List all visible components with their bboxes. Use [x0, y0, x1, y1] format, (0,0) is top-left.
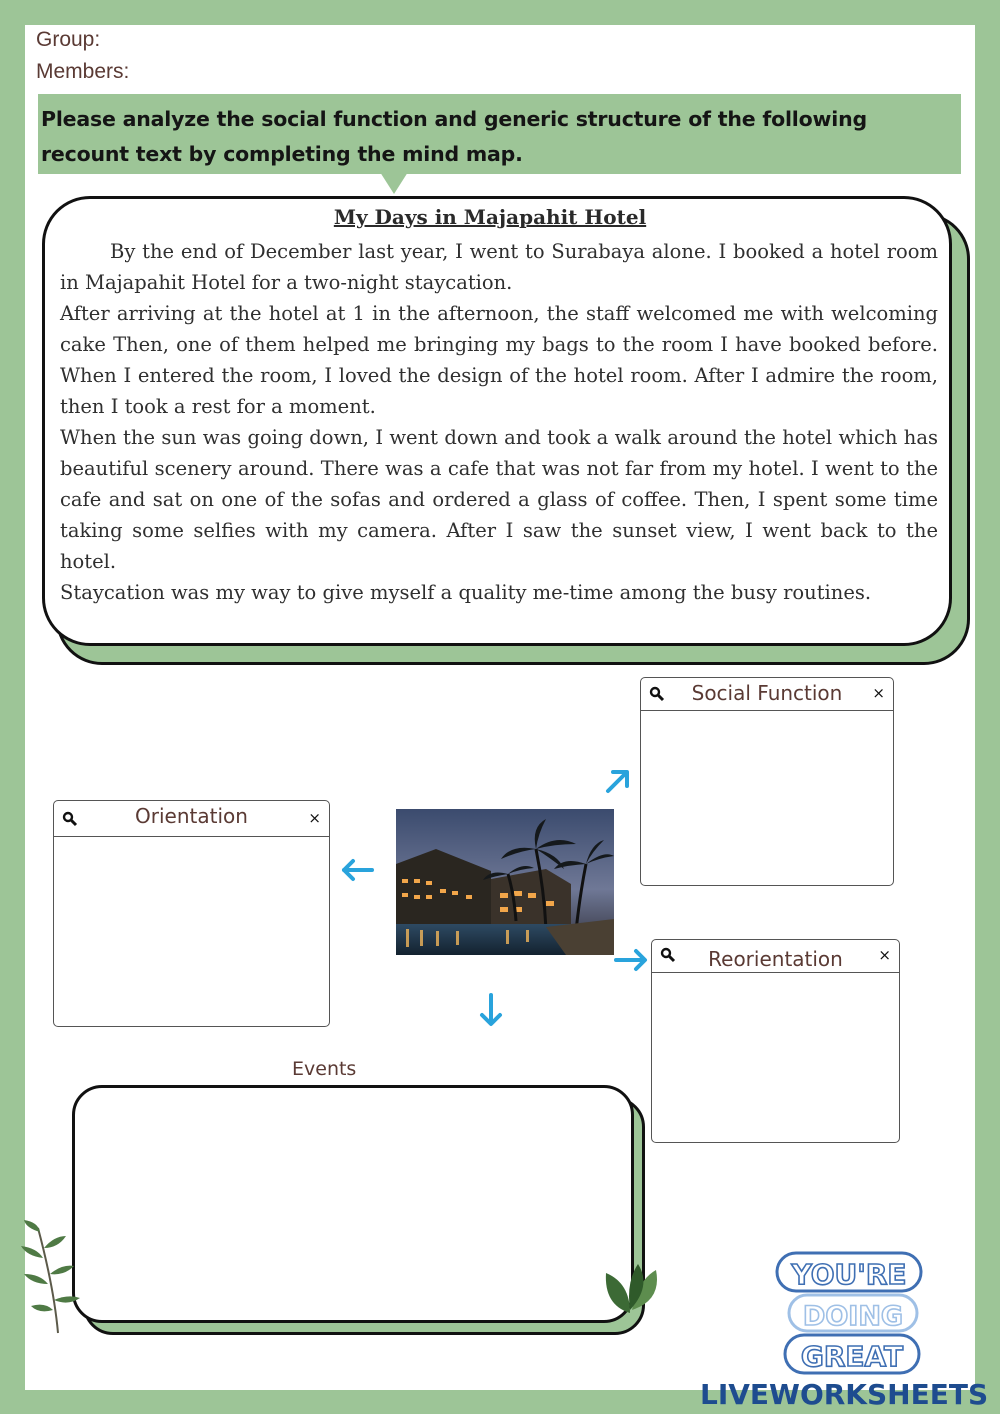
story-paragraph: After arriving at the hotel at 1 in the afternoon, the staff welcomed me with welcoming cake Then, one of them helped me bringing my bags to the room I have booked before. When I entered the room, I loved the design of the hotel room. After I admire the room, then I took a rest for a moment. — [60, 302, 938, 418]
social-function-title: Social Function — [691, 681, 843, 705]
hotel-photo — [396, 809, 614, 955]
encouragement-badge — [775, 1250, 925, 1378]
arrow-icon — [477, 991, 505, 1031]
instruction-banner: Please analyze the social function and generic structure of the following recount text by completing the mind map. — [38, 94, 961, 174]
reorientation-title: Reorientation — [708, 947, 843, 971]
arrow-icon — [603, 766, 633, 796]
close-icon[interactable]: × — [878, 946, 891, 964]
badge-line-3: GREAT — [800, 1340, 904, 1373]
story-paragraph: When the sun was going down, I went down and took a walk around the hotel which has beautiful scenery around. There was a cafe that was not far from my hotel. I went to the cafe and sat on one of the sofas and ordered a glass of coffee. Then, I spent some time taking some selfies with my camera. After I saw the sunset view, I went back to the hotel. — [60, 426, 938, 573]
arrow-icon — [612, 946, 652, 974]
members-label: Members: — [36, 60, 130, 83]
close-icon[interactable]: × — [308, 809, 321, 827]
orientation-title: Orientation — [135, 804, 248, 828]
hotel-photo-image — [396, 809, 614, 955]
social-function-header — [641, 678, 893, 711]
story-paragraph: Staycation was my way to give myself a quality me-time among the busy routines. — [60, 581, 872, 604]
events-box[interactable] — [72, 1085, 634, 1323]
orientation-box[interactable] — [53, 800, 330, 1027]
reorientation-header — [652, 940, 899, 973]
search-icon — [660, 947, 676, 963]
leaf-icon — [18, 1218, 98, 1338]
story-title: My Days in Majapahit Hotel — [333, 205, 647, 229]
search-icon — [649, 686, 665, 702]
story-paragraph: By the end of December last year, I went to Surabaya alone. I booked a hotel room in Majapahit Hotel for a two-night staycation. — [60, 240, 938, 294]
search-icon — [62, 811, 78, 827]
orientation-header — [54, 801, 329, 837]
badge-line-1: YOU'RE — [791, 1258, 907, 1291]
events-label: Events — [292, 1058, 357, 1080]
story-body — [60, 236, 938, 608]
liveworksheets-logo[interactable]: LIVEWORKSHEETS — [700, 1378, 989, 1411]
callout-pointer — [380, 172, 408, 194]
leaf-icon — [600, 1258, 660, 1318]
close-icon[interactable]: × — [872, 684, 885, 702]
group-label: Group: — [36, 28, 101, 51]
reorientation-box[interactable] — [651, 939, 900, 1143]
social-function-box[interactable] — [640, 677, 894, 886]
arrow-icon — [338, 856, 378, 884]
badge-line-2: DOING — [802, 1301, 904, 1332]
